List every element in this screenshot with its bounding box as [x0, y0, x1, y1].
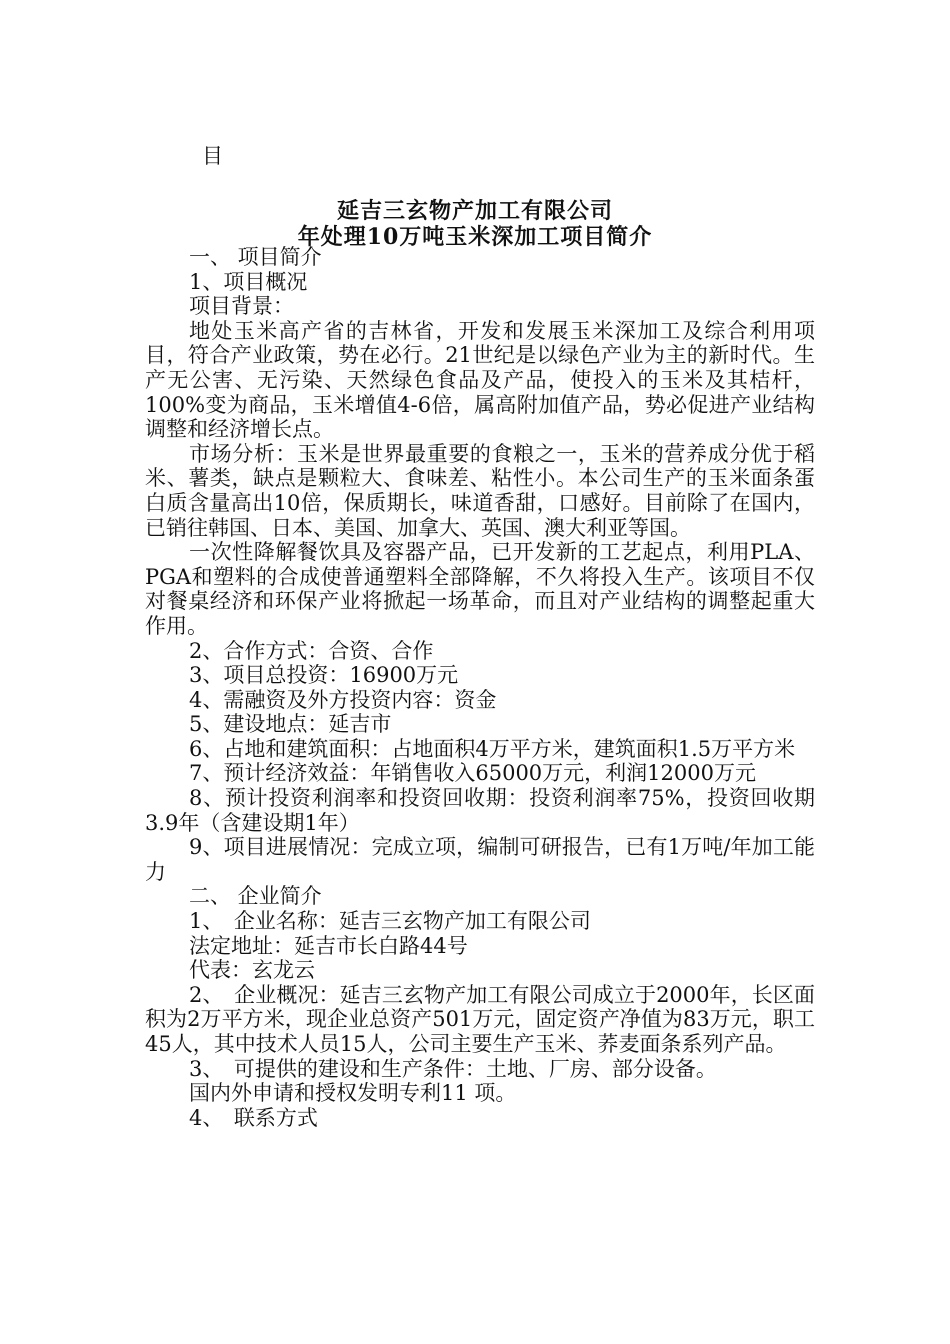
item-total-investment: 3、项目总投资：16900万元 [189, 663, 459, 688]
item-cooperation: 2、合作方式：合资、合作 [189, 638, 434, 663]
item-contact: 4、 联系方式 [189, 1105, 318, 1130]
title-company: 延吉三玄物产加工有限公司 [336, 198, 613, 224]
background-label: 项目背景： [189, 294, 294, 319]
item-progress: 9、项目进展情况：完成立项，编制可研报告，已有1万吨/年加工能力 [145, 835, 815, 884]
item-economic-benefit: 7、预计经济效益：年销售收入65000万元，利润12000万元 [189, 761, 756, 786]
document-body [145, 245, 815, 1130]
page-mark: 目 [202, 144, 223, 168]
degradable-products-paragraph: 一次性降解餐饮具及容器产品，已开发新的工艺起点，利用PLA、PGA和塑料的合成使普通塑料全部降解，不久将投入生产。该项目不仅对餐桌经济和环保产业将掀起一场革命，而且对产业结构的调整起重大作用。 [145, 540, 815, 638]
market-analysis-paragraph: 市场分析：玉米是世界最重要的食粮之一，玉米的营养成分优于稻米、薯类，缺点是颗粒大、食味差、粘性小。本公司生产的玉米面条蛋白质含量高出10倍，保质期长，味道香甜，口感好。目前除了在国内，已销往韩国、日本、美国、加拿大、英国、澳大利亚等国。 [145, 441, 815, 540]
section-heading-project: 一、 项目简介 [189, 245, 322, 269]
item-overview: 1、项目概况 [189, 269, 308, 294]
item-representative: 代表：玄龙云 [189, 958, 315, 983]
title-project: 年处理10万吨玉米深加工项目简介 [297, 224, 653, 250]
item-company-overview: 2、 企业概况：延吉三玄物产加工有限公司成立于2000年，长区面积为2万平方米，现企业总资产501万元，固定资产净值为83万元，职工45人，其中技术人员15人，公司主要生产玉米、荞麦面条系列产品。 [145, 982, 815, 1056]
item-legal-address: 法定地址：延吉市长白路44号 [189, 933, 468, 958]
item-area: 6、占地和建筑面积：占地面积4万平方米，建筑面积1.5万平方米 [189, 736, 796, 761]
item-location: 5、建设地点：延吉市 [189, 712, 392, 737]
item-profit-rate: 8、预计投资利润率和投资回收期：投资利润率75%，投资回收期3.9年（含建设期1年） [145, 786, 815, 835]
item-company-name: 1、 企业名称：延吉三玄物产加工有限公司 [189, 909, 591, 934]
item-conditions: 3、 可提供的建设和生产条件：土地、厂房、部分设备。 [189, 1056, 717, 1081]
item-financing: 4、需融资及外方投资内容：资金 [189, 687, 497, 712]
item-patents: 国内外申请和授权发明专利11 项。 [189, 1081, 517, 1106]
section-heading-company: 二、 企业简介 [189, 884, 322, 909]
background-paragraph: 地处玉米高产省的吉林省，开发和发展玉米深加工及综合利用项目，符合产业政策，势在必行。21世纪是以绿色产业为主的新时代。生产无公害、无污染、天然绿色食品及产品，使投入的玉米及其桔杆，100%变为商品，玉米增值4-6倍，属高附加值产品，势必促进产业结构调整和经济增长点。 [145, 318, 815, 442]
